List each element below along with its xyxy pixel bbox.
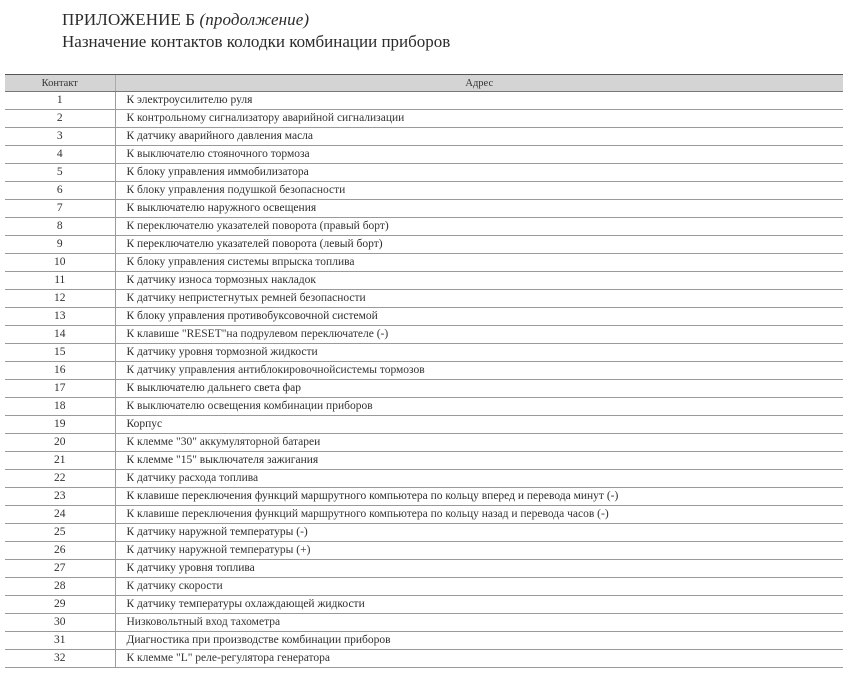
pin-address: К датчику аварийного давления масла [115,128,843,146]
pin-address: К клавише переключения функций маршрутного компьютера по кольцу вперед и перевода минут (-) [115,488,843,506]
pin-address: К блоку управления подушкой безопасности [115,182,843,200]
pin-number: 31 [5,632,115,650]
table-row [5,416,843,434]
pin-number: 8 [5,218,115,236]
table-row [5,506,843,524]
table-row [5,290,843,308]
pin-address: К датчику уровня тормозной жидкости [115,344,843,362]
pin-address: К электроусилителю руля [115,92,843,110]
table-row [5,146,843,164]
pin-number: 25 [5,524,115,542]
page-header [62,10,450,53]
table-row [5,200,843,218]
pin-number: 9 [5,236,115,254]
pin-number: 13 [5,308,115,326]
pin-address: К клемме "L" реле-регулятора генератора [115,650,843,668]
pin-address: К клавише переключения функций маршрутного компьютера по кольцу назад и перевода часов (-) [115,506,843,524]
pin-address: К выключателю наружного освещения [115,200,843,218]
pin-number: 15 [5,344,115,362]
pin-number: 24 [5,506,115,524]
table-row [5,488,843,506]
pin-address: К переключателю указателей поворота (левый борт) [115,236,843,254]
pin-number: 30 [5,614,115,632]
table-row [5,326,843,344]
pin-number: 22 [5,470,115,488]
pin-address: К датчику непристегнутых ремней безопасности [115,290,843,308]
pin-address: К датчику расхода топлива [115,470,843,488]
table-header-row [5,75,843,92]
pinout-table [5,74,843,668]
table-body [5,92,843,668]
pin-number: 28 [5,578,115,596]
pin-address: К выключателю дальнего света фар [115,380,843,398]
table-row [5,596,843,614]
table-row [5,92,843,110]
pin-number: 20 [5,434,115,452]
table-row [5,380,843,398]
table-row [5,452,843,470]
pin-number: 23 [5,488,115,506]
table-row [5,308,843,326]
table-row [5,254,843,272]
pin-number: 19 [5,416,115,434]
table-row [5,182,843,200]
table-row [5,110,843,128]
table-row [5,344,843,362]
appendix-title [62,10,450,30]
pin-number: 17 [5,380,115,398]
pin-number: 16 [5,362,115,380]
pin-address: К клемме "30" аккумуляторной батареи [115,434,843,452]
pin-address: К выключателю освещения комбинации приборов [115,398,843,416]
pin-address: К контрольному сигнализатору аварийной сигнализации [115,110,843,128]
pin-number: 5 [5,164,115,182]
table-row [5,434,843,452]
pin-address: К датчику управления антиблокировочнойсистемы тормозов [115,362,843,380]
pin-address: К выключателю стояночного тормоза [115,146,843,164]
pin-number: 10 [5,254,115,272]
pin-address: К датчику наружной температуры (+) [115,542,843,560]
appendix-label: ПРИЛОЖЕНИЕ Б [62,10,196,29]
column-header-pin: Контакт [5,75,115,92]
pin-number: 2 [5,110,115,128]
pin-number: 29 [5,596,115,614]
pin-address: К блоку управления иммобилизатора [115,164,843,182]
pin-address: К блоку управления противобуксовочной системой [115,308,843,326]
table-row [5,470,843,488]
pin-number: 21 [5,452,115,470]
pin-address: К датчику наружной температуры (-) [115,524,843,542]
pin-address: К датчику температуры охлаждающей жидкости [115,596,843,614]
continuation-label: (продолжение) [199,10,310,29]
pin-number: 4 [5,146,115,164]
table-row [5,560,843,578]
table-subtitle: Назначение контактов колодки комбинации приборов [62,32,451,51]
pin-number: 14 [5,326,115,344]
pin-address: К клемме "15" выключателя зажигания [115,452,843,470]
table-row [5,632,843,650]
table-row [5,578,843,596]
table-row [5,614,843,632]
table-row [5,236,843,254]
pin-number: 26 [5,542,115,560]
table-row [5,398,843,416]
pin-number: 11 [5,272,115,290]
pin-address: К блоку управления системы впрыска топлива [115,254,843,272]
pin-number: 27 [5,560,115,578]
pin-number: 3 [5,128,115,146]
table-row [5,272,843,290]
pin-address: К клавише "RESET"на подрулевом переключателе (-) [115,326,843,344]
table-row [5,362,843,380]
pin-number: 12 [5,290,115,308]
pin-number: 1 [5,92,115,110]
pin-address: К датчику уровня топлива [115,560,843,578]
table-row [5,650,843,668]
column-header-address: Адрес [115,75,843,92]
table-row [5,218,843,236]
table-row [5,128,843,146]
table-row [5,542,843,560]
pin-number: 18 [5,398,115,416]
pin-address: Диагностика при производстве комбинации приборов [115,632,843,650]
pin-number: 32 [5,650,115,668]
pin-address: Корпус [115,416,843,434]
pin-address: К датчику износа тормозных накладок [115,272,843,290]
pin-number: 6 [5,182,115,200]
pin-address: К переключателю указателей поворота (правый борт) [115,218,843,236]
table-row [5,164,843,182]
table-row [5,524,843,542]
pin-number: 7 [5,200,115,218]
pin-address: Низковольтный вход тахометра [115,614,843,632]
pin-address: К датчику скорости [115,578,843,596]
